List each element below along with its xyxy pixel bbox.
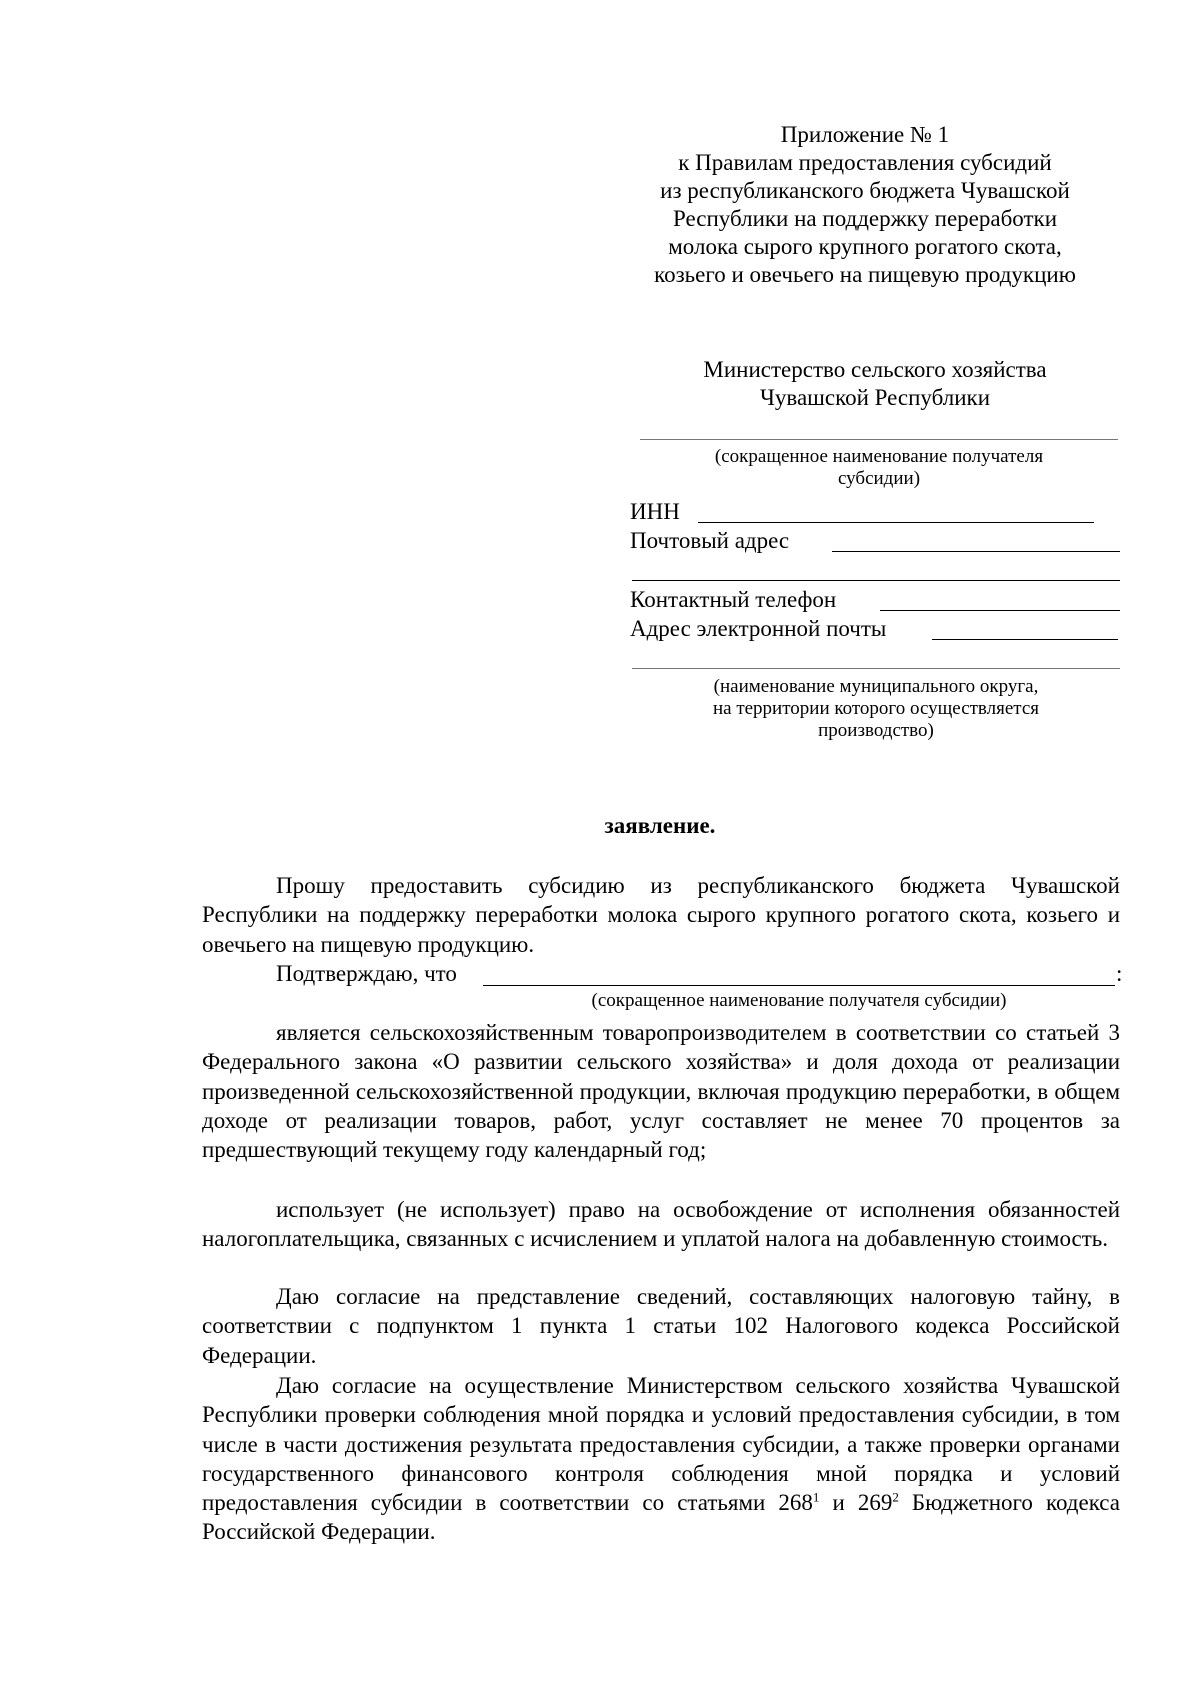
postal-address-underline-2[interactable] bbox=[632, 580, 1120, 581]
postal-address-field[interactable] bbox=[630, 527, 1120, 555]
phone-field[interactable] bbox=[630, 586, 1120, 614]
inspection-consent-text: Даю согласие на осуществление Министерством сельского хозяйства Чувашской Республики проверки соблюдения мной порядка и условий предоставления субсидии, в том числе в части достижения результата предоставления субсидии, а также проверки органами государственного финансового контроля соблюдения мной порядка и условий предоставления субсидии в соответствии со статьями 268 bbox=[202, 1373, 1120, 1516]
confirm-recipient-line[interactable] bbox=[483, 985, 1115, 986]
inn-label: ИНН bbox=[630, 499, 680, 524]
district-name-line[interactable] bbox=[632, 668, 1120, 669]
recipient-caption: (сокращенное наименование получателя bbox=[714, 446, 1044, 467]
document-title: заявление. bbox=[604, 813, 716, 838]
email-underline[interactable] bbox=[932, 639, 1118, 640]
ministry-name: Чувашской Республики bbox=[759, 385, 991, 410]
inspection-consent-text: Бюджетного кодекса Российской Федерации. bbox=[202, 1490, 1120, 1545]
appendix-line: Приложение № 1 bbox=[780, 122, 950, 147]
phone-underline[interactable] bbox=[880, 610, 1120, 611]
superscript: 1 bbox=[812, 1489, 820, 1505]
tax-secret-consent-paragraph: Даю согласие на представление сведений, составляющих налоговую тайну, в соответствии с подпунктом 1 пункта 1 статьи 102 Налогового кодекса Российской Федерации. bbox=[202, 1284, 1120, 1368]
postal-address-label: Почтовый адрес bbox=[630, 528, 790, 553]
ministry-name: Министерство сельского хозяйства bbox=[703, 357, 1047, 382]
appendix-line: из республиканского бюджета Чувашской bbox=[660, 178, 1070, 203]
appendix-line: к Правилам предоставления субсидий bbox=[678, 150, 1052, 175]
vat-paragraph: использует (не использует) право на освобождение от исполнения обязанностей налогоплательщика, связанных с исчислением и уплатой налога на добавленную стоимость. bbox=[202, 1197, 1120, 1252]
inn-field[interactable] bbox=[630, 498, 1120, 526]
appendix-line: Республики на поддержку переработки bbox=[672, 206, 1057, 231]
recipient-name-line[interactable] bbox=[640, 439, 1118, 440]
inn-underline[interactable] bbox=[698, 522, 1094, 523]
district-caption: производство) bbox=[818, 720, 934, 741]
producer-paragraph: является сельскохозяйственным товаропроизводителем в соответствии со статьей 3 Федерального закона «О развитии сельского хозяйства» и доля дохода от реализации произведенной сельскохозяйственной продукции, включая продукцию переработки, в общем доходе от реализации товаров, работ, услуг составляет не менее 70 процентов за предшествующий текущему году календарный год; bbox=[202, 1020, 1120, 1163]
email-field[interactable] bbox=[630, 615, 1120, 643]
district-caption: (наименование муниципального округа, bbox=[713, 676, 1039, 697]
email-label: Адрес электронной почты bbox=[630, 616, 887, 641]
inspection-consent-text: и 269 bbox=[819, 1490, 893, 1516]
superscript: 2 bbox=[892, 1489, 899, 1505]
phone-label: Контактный телефон bbox=[630, 587, 837, 612]
confirm-caption: (сокращенное наименование получателя субсидии) bbox=[591, 990, 1007, 1011]
appendix-line: козьего и овечьего на пищевую продукцию bbox=[654, 262, 1076, 287]
recipient-caption: субсидии) bbox=[837, 468, 921, 489]
district-caption: на территории которого осуществляется bbox=[712, 698, 1040, 719]
confirm-colon: : bbox=[1116, 961, 1123, 986]
inspection-consent-paragraph bbox=[202, 1371, 1120, 1547]
postal-address-underline[interactable] bbox=[832, 551, 1120, 552]
request-paragraph: Прошу предоставить субсидию из республиканского бюджета Чувашской Республики на поддержку переработки молока сырого крупного рогатого скота, козьего и овечьего на пищевую продукцию. bbox=[202, 873, 1120, 957]
confirm-label: Подтверждаю, что bbox=[276, 961, 457, 986]
appendix-line: молока сырого крупного рогатого скота, bbox=[668, 234, 1062, 259]
